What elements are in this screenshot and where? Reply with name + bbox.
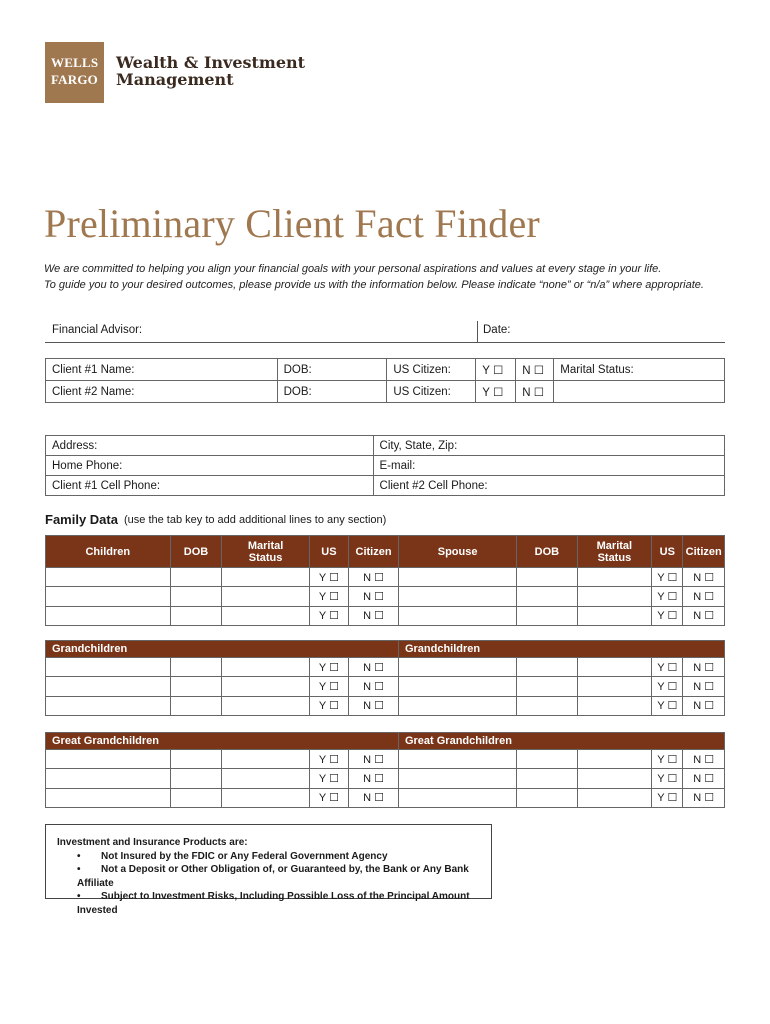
great-grandchild-marital-cell[interactable] (222, 750, 309, 769)
child-dob-cell[interactable] (170, 587, 222, 606)
child-name-cell[interactable] (46, 606, 171, 625)
disclosure-item: • Subject to Investment Risks, Including Possible Loss of the Principal Amount Invested (77, 890, 491, 917)
grandchild-name-cell-right[interactable] (398, 677, 516, 696)
disclosure-item: • Not Insured by the FDIC or Any Federal Government Agency (77, 850, 491, 864)
grandchild-yes-checkbox-right[interactable]: Y ☐ (652, 696, 683, 715)
grandchildren-right-header: Grandchildren (398, 641, 724, 658)
family-data-heading: Family Data (45, 512, 118, 527)
spouse-dob-cell[interactable] (517, 568, 577, 587)
spouse-yes-checkbox[interactable]: Y ☐ (652, 568, 683, 587)
great-grandchild-dob-cell-right[interactable] (517, 750, 577, 769)
spouse-dob-cell[interactable] (517, 587, 577, 606)
client-1-cell-field[interactable]: Client #1 Cell Phone: (46, 476, 374, 496)
child-dob-cell[interactable] (170, 606, 222, 625)
logo-line-1: WELLS (51, 55, 99, 70)
spouse-dob-cell[interactable] (517, 606, 577, 625)
great-grandchild-name-cell-right[interactable] (398, 788, 516, 807)
client-2-dob-field[interactable]: DOB: (277, 381, 387, 403)
grandchild-name-cell-right[interactable] (398, 658, 516, 677)
grandchild-marital-cell-right[interactable] (577, 658, 652, 677)
great-grandchild-name-cell[interactable] (46, 769, 171, 788)
home-phone-field[interactable]: Home Phone: (46, 456, 374, 476)
spouse-marital-line-2: Status (597, 551, 632, 564)
intro-line-1: We are committed to helping you align your financial goals with your personal aspirations and values at every stage in your life. (44, 263, 662, 275)
grandchild-yes-checkbox[interactable]: Y ☐ (309, 696, 348, 715)
great-grandchild-yes-checkbox[interactable]: Y ☐ (309, 769, 348, 788)
grandchildren-left-header: Grandchildren (46, 641, 399, 658)
child-no-checkbox[interactable]: N ☐ (349, 606, 399, 625)
grandchild-no-checkbox[interactable]: N ☐ (349, 696, 399, 715)
grandchild-dob-cell[interactable] (170, 677, 222, 696)
table-row (46, 606, 725, 625)
city-state-zip-field[interactable]: City, State, Zip: (373, 436, 724, 456)
marital-header-line-2: Status (248, 551, 283, 564)
great-grandchild-yes-checkbox-right[interactable]: Y ☐ (652, 769, 683, 788)
great-grandchild-marital-cell-right[interactable] (577, 788, 652, 807)
great-grandchild-dob-cell[interactable] (170, 769, 222, 788)
children-header-row (46, 536, 725, 568)
table-row (46, 677, 725, 696)
spouse-name-cell[interactable] (398, 606, 516, 625)
grandchild-no-checkbox-right[interactable]: N ☐ (683, 658, 725, 677)
grandchild-marital-cell-right[interactable] (577, 696, 652, 715)
great-grandchild-no-checkbox[interactable]: N ☐ (349, 750, 399, 769)
child-no-checkbox[interactable]: N ☐ (349, 568, 399, 587)
brand-name-line-1: Wealth & Investment (116, 53, 306, 72)
spouse-marital-cell[interactable] (577, 606, 652, 625)
contact-table (45, 435, 725, 496)
great-grandchild-marital-cell-right[interactable] (577, 750, 652, 769)
brand-name-line-2: Management (116, 70, 234, 89)
grandchild-dob-cell-right[interactable] (517, 696, 577, 715)
intro-line-2: To guide you to your desired outcomes, please provide us with the information below. Please indicate “none” or “n/a” where appropriate. (44, 279, 704, 291)
children-table (45, 535, 725, 626)
cell-phone-row (46, 476, 725, 496)
client-1-citizen-no-checkbox[interactable]: N ☐ (516, 359, 554, 381)
great-grandchild-name-cell[interactable] (46, 750, 171, 769)
great-grandchildren-table (45, 732, 725, 808)
child-marital-cell[interactable] (222, 568, 309, 587)
spouse-marital-line-1: Marital (596, 539, 633, 552)
client-1-citizen-yes-checkbox[interactable]: Y ☐ (476, 359, 516, 381)
grandchild-yes-checkbox[interactable]: Y ☐ (309, 677, 348, 696)
spouse-no-checkbox[interactable]: N ☐ (683, 568, 725, 587)
child-dob-cell[interactable] (170, 568, 222, 587)
client-1-us-citizen-label: US Citizen: (387, 359, 476, 381)
great-grandchild-no-checkbox-right[interactable]: N ☐ (683, 788, 725, 807)
spouse-no-checkbox[interactable]: N ☐ (683, 587, 725, 606)
spouse-dob-col-header: DOB (517, 536, 577, 568)
great-grandchildren-left-header: Great Grandchildren (46, 733, 399, 750)
disclosure-title: Investment and Insurance Products are: (57, 837, 248, 848)
child-yes-checkbox[interactable]: Y ☐ (309, 606, 348, 625)
great-grandchild-dob-cell[interactable] (170, 788, 222, 807)
spouse-marital-cell[interactable] (577, 587, 652, 606)
clients-table (45, 358, 725, 403)
client-1-name-field[interactable]: Client #1 Name: (46, 359, 278, 381)
dob-col-header: DOB (170, 536, 222, 568)
great-grandchild-marital-cell[interactable] (222, 769, 309, 788)
great-grandchildren-header-row (46, 733, 725, 750)
grandchild-no-checkbox[interactable]: N ☐ (349, 658, 399, 677)
child-marital-cell[interactable] (222, 587, 309, 606)
great-grandchild-marital-cell[interactable] (222, 788, 309, 807)
grandchild-name-cell[interactable] (46, 677, 171, 696)
table-row (46, 696, 725, 715)
great-grandchild-dob-cell[interactable] (170, 750, 222, 769)
address-field[interactable]: Address: (46, 436, 374, 456)
grandchild-name-cell[interactable] (46, 658, 171, 677)
grandchild-marital-cell[interactable] (222, 658, 309, 677)
client-2-name-field[interactable]: Client #2 Name: (46, 381, 278, 403)
citizen-col-header: Citizen (349, 536, 399, 568)
client-2-citizen-no-checkbox[interactable]: N ☐ (516, 381, 554, 403)
children-col-header: Children (46, 536, 171, 568)
family-data-note: (use the tab key to add additional lines to any section) (124, 514, 387, 526)
marital-status-col-header (222, 536, 309, 568)
client-1-dob-field[interactable]: DOB: (277, 359, 387, 381)
great-grandchild-dob-cell-right[interactable] (517, 769, 577, 788)
spouse-citizen-col-header: Citizen (683, 536, 725, 568)
grandchild-no-checkbox-right[interactable]: N ☐ (683, 696, 725, 715)
grandchild-no-checkbox-right[interactable]: N ☐ (683, 677, 725, 696)
spouse-marital-cell[interactable] (577, 568, 652, 587)
great-grandchild-no-checkbox[interactable]: N ☐ (349, 769, 399, 788)
marital-status-blank[interactable] (554, 381, 725, 403)
grandchild-dob-cell[interactable] (170, 658, 222, 677)
great-grandchild-name-cell[interactable] (46, 788, 171, 807)
great-grandchild-yes-checkbox[interactable]: Y ☐ (309, 750, 348, 769)
great-grandchild-name-cell-right[interactable] (398, 750, 516, 769)
child-marital-cell[interactable] (222, 606, 309, 625)
great-grandchild-name-cell-right[interactable] (398, 769, 516, 788)
table-row (46, 750, 725, 769)
wells-fargo-logo (45, 42, 104, 103)
address-row (46, 436, 725, 456)
investment-disclosure-box (45, 824, 492, 916)
spouse-marital-status-col-header (577, 536, 652, 568)
spouse-name-cell[interactable] (398, 568, 516, 587)
child-name-cell[interactable] (46, 587, 171, 606)
great-grandchild-no-checkbox-right[interactable]: N ☐ (683, 750, 725, 769)
intro-text (44, 261, 704, 293)
great-grandchild-no-checkbox-right[interactable]: N ☐ (683, 769, 725, 788)
grandchildren-table (45, 640, 725, 716)
child-name-cell[interactable] (46, 568, 171, 587)
client-2-row (46, 381, 725, 403)
us-col-header: US (309, 536, 348, 568)
client-2-us-citizen-label: US Citizen: (387, 381, 476, 403)
grandchild-dob-cell-right[interactable] (517, 677, 577, 696)
great-grandchild-yes-checkbox-right[interactable]: Y ☐ (652, 788, 683, 807)
grandchild-name-cell-right[interactable] (398, 696, 516, 715)
spouse-col-header: Spouse (398, 536, 516, 568)
marital-header-line-1: Marital (247, 539, 284, 552)
grandchildren-header-row (46, 641, 725, 658)
great-grandchild-dob-cell-right[interactable] (517, 788, 577, 807)
marital-status-field[interactable]: Marital Status: (554, 359, 725, 381)
grandchild-marital-cell[interactable] (222, 677, 309, 696)
great-grandchild-yes-checkbox[interactable]: Y ☐ (309, 788, 348, 807)
client-2-citizen-yes-checkbox[interactable]: Y ☐ (476, 381, 516, 403)
grandchild-yes-checkbox-right[interactable]: Y ☐ (652, 658, 683, 677)
grandchild-dob-cell-right[interactable] (517, 658, 577, 677)
spouse-no-checkbox[interactable]: N ☐ (683, 606, 725, 625)
client-1-row (46, 359, 725, 381)
grandchild-yes-checkbox[interactable]: Y ☐ (309, 658, 348, 677)
table-row (46, 568, 725, 587)
great-grandchildren-right-header: Great Grandchildren (398, 733, 724, 750)
grandchild-marital-cell[interactable] (222, 696, 309, 715)
grandchild-marital-cell-right[interactable] (577, 677, 652, 696)
grandchild-yes-checkbox-right[interactable]: Y ☐ (652, 677, 683, 696)
spouse-yes-checkbox[interactable]: Y ☐ (652, 606, 683, 625)
client-2-cell-field[interactable]: Client #2 Cell Phone: (373, 476, 724, 496)
spouse-us-col-header: US (652, 536, 683, 568)
email-field[interactable]: E-mail: (373, 456, 724, 476)
spouse-name-cell[interactable] (398, 587, 516, 606)
table-row (46, 788, 725, 807)
grandchild-name-cell[interactable] (46, 696, 171, 715)
child-yes-checkbox[interactable]: Y ☐ (309, 568, 348, 587)
great-grandchild-yes-checkbox-right[interactable]: Y ☐ (652, 750, 683, 769)
child-yes-checkbox[interactable]: Y ☐ (309, 587, 348, 606)
date-field[interactable]: Date: (477, 321, 511, 343)
table-row (46, 587, 725, 606)
grandchild-dob-cell[interactable] (170, 696, 222, 715)
financial-advisor-field[interactable]: Financial Advisor: (52, 324, 143, 336)
table-row (46, 658, 725, 677)
logo-line-2: FARGO (51, 72, 98, 87)
brand-name (116, 54, 305, 88)
great-grandchild-marital-cell-right[interactable] (577, 769, 652, 788)
advisor-row (45, 321, 725, 343)
child-no-checkbox[interactable]: N ☐ (349, 587, 399, 606)
grandchild-no-checkbox[interactable]: N ☐ (349, 677, 399, 696)
table-row (46, 769, 725, 788)
phone-email-row (46, 456, 725, 476)
disclosure-list (57, 850, 491, 918)
spouse-yes-checkbox[interactable]: Y ☐ (652, 587, 683, 606)
great-grandchild-no-checkbox[interactable]: N ☐ (349, 788, 399, 807)
page-title: Preliminary Client Fact Finder (44, 201, 540, 246)
disclosure-item: • Not a Deposit or Other Obligation of, or Guaranteed by, the Bank or Any Bank Affiliate (77, 863, 491, 890)
